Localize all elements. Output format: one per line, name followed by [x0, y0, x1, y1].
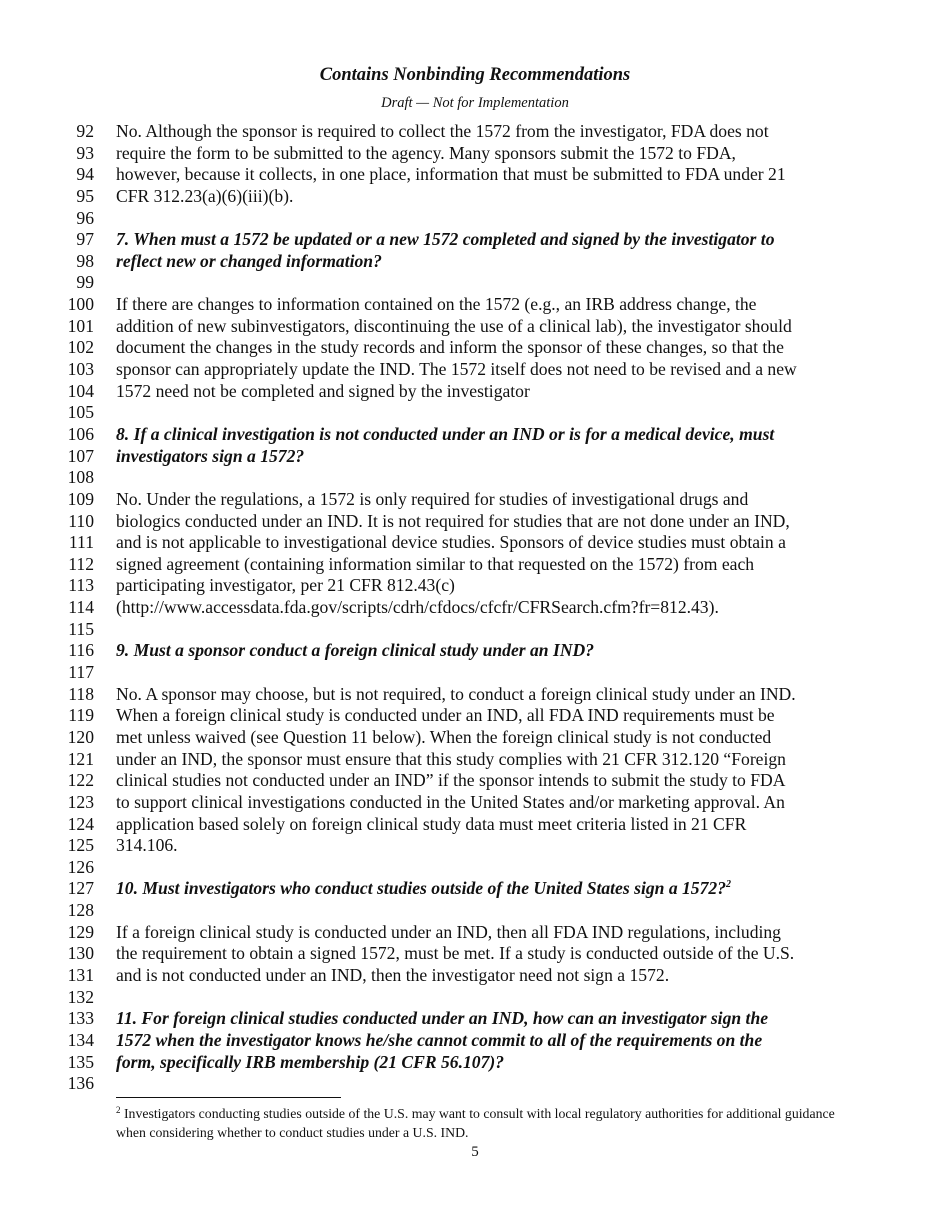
line-text — [116, 1030, 762, 1052]
text-line — [0, 987, 950, 1009]
line-text-content: document the changes in the study records and inform the sponsor of these changes, so that the — [116, 337, 784, 358]
line-number: 111 — [68, 532, 94, 553]
line-number: 119 — [68, 705, 94, 726]
line-text-content: and is not conducted under an IND, then the investigator need not sign a 1572. — [116, 964, 670, 985]
line-text-content: No. Under the regulations, a 1572 is only required for studies of investigational drugs and — [116, 488, 749, 509]
footnote-marker: 2 — [116, 1105, 121, 1115]
footnote-divider — [116, 1097, 341, 1098]
numbered-text-body — [0, 121, 950, 1095]
line-text — [116, 489, 748, 511]
text-line — [0, 208, 950, 230]
text-line — [0, 164, 950, 186]
text-line — [0, 532, 950, 554]
line-text-content: addition of new subinvestigators, discontinuing the use of a clinical lab), the investigator should — [116, 315, 792, 336]
line-number: 112 — [68, 553, 94, 574]
line-number: 108 — [67, 467, 94, 488]
line-number: 105 — [67, 402, 94, 423]
text-line — [0, 337, 950, 359]
text-line — [0, 294, 950, 316]
line-text — [116, 1008, 768, 1030]
line-text — [116, 792, 785, 814]
line-text-content: participating investigator, per 21 CFR 812.43(c) — [116, 575, 455, 596]
line-number: 113 — [68, 575, 94, 596]
text-line — [0, 705, 950, 727]
line-text — [116, 143, 736, 165]
line-text — [116, 532, 786, 554]
line-number: 130 — [67, 943, 94, 964]
line-number: 94 — [76, 164, 94, 185]
line-text-content: If there are changes to information contained on the 1572 (e.g., an IRB address change, the — [116, 294, 757, 315]
text-line — [0, 619, 950, 641]
line-number: 93 — [76, 142, 94, 163]
line-text-content: however, because it collects, in one place, information that must be submitted to FDA under 21 — [116, 164, 786, 185]
line-number: 136 — [67, 1073, 94, 1094]
line-text — [116, 294, 756, 316]
line-text-content: under an IND, the sponsor must ensure that this study complies with 21 CFR 312.120 “Foreign — [116, 748, 786, 769]
line-text — [116, 835, 178, 857]
line-text-content: If a foreign clinical study is conducted under an IND, then all FDA IND regulations, including — [116, 921, 781, 942]
question-line — [0, 251, 950, 273]
text-line — [0, 943, 950, 965]
line-text-content: When a foreign clinical study is conducted under an IND, all FDA IND requirements must be — [116, 705, 775, 726]
line-text-content: 8. If a clinical investigation is not conducted under an IND or is for a medical device, must — [116, 423, 775, 444]
line-text-content: 7. When must a 1572 be updated or a new 1572 completed and signed by the investigator to — [116, 229, 775, 250]
text-line — [0, 770, 950, 792]
line-text — [116, 186, 293, 208]
footnote-reference: 2 — [726, 879, 731, 891]
line-number: 103 — [67, 359, 94, 380]
page-number: 5 — [471, 1144, 479, 1160]
line-text — [116, 229, 775, 251]
line-text — [116, 424, 774, 446]
line-text — [116, 943, 794, 965]
line-text-content: clinical studies not conducted under an IND” if the sponsor intends to submit the study to FDA — [116, 770, 786, 791]
line-text — [116, 511, 790, 533]
line-text — [116, 251, 382, 273]
footnote — [116, 1104, 836, 1142]
line-number: 107 — [67, 445, 94, 466]
question-line — [0, 229, 950, 251]
line-number: 120 — [67, 726, 94, 747]
line-text — [116, 446, 304, 468]
line-number: 129 — [67, 921, 94, 942]
line-text-content: to support clinical investigations conducted in the United States and/or marketing approval. An — [116, 791, 785, 812]
line-number: 117 — [68, 662, 94, 683]
text-line — [0, 186, 950, 208]
document-header-title: Contains Nonbinding Recommendations — [319, 65, 631, 85]
text-line — [0, 511, 950, 533]
line-text-content: 11. For foreign clinical studies conducted under an IND, how can an investigator sign the — [116, 1008, 769, 1029]
question-line — [0, 1008, 950, 1030]
line-text — [116, 640, 594, 662]
line-text — [116, 705, 775, 727]
text-line — [0, 121, 950, 143]
line-text — [116, 878, 731, 900]
line-text — [116, 381, 530, 403]
line-number: 110 — [68, 510, 94, 531]
text-line — [0, 922, 950, 944]
text-line — [0, 381, 950, 403]
line-text-content: met unless waived (see Question 11 below). When the foreign clinical study is not conducted — [116, 726, 772, 747]
line-text-content: and is not applicable to investigational device studies. Sponsors of device studies must obtain a — [116, 532, 786, 553]
line-text — [116, 359, 797, 381]
text-line — [0, 489, 950, 511]
line-text — [116, 597, 719, 619]
line-number: 114 — [68, 597, 94, 618]
line-number: 126 — [67, 856, 94, 877]
line-text — [116, 554, 754, 576]
text-line — [0, 467, 950, 489]
line-number: 133 — [67, 1008, 94, 1029]
line-number: 116 — [68, 640, 94, 661]
line-number: 135 — [67, 1051, 94, 1072]
line-text — [116, 575, 455, 597]
line-text-content: signed agreement (containing information similar to that requested on the 1572) from each — [116, 553, 755, 574]
line-text — [116, 164, 786, 186]
line-text — [116, 965, 669, 987]
text-line — [0, 965, 950, 987]
line-number: 122 — [67, 770, 94, 791]
line-number: 92 — [76, 121, 94, 141]
document-header-subtitle: Draft — Not for Implementation — [381, 95, 569, 111]
line-text — [116, 727, 771, 749]
line-number: 118 — [68, 683, 94, 704]
line-text-content: 9. Must a sponsor conduct a foreign clinical study under an IND? — [116, 640, 595, 661]
question-line — [0, 446, 950, 468]
line-number: 106 — [67, 423, 94, 444]
question-line — [0, 424, 950, 446]
line-text — [116, 1052, 504, 1074]
line-number: 96 — [76, 207, 94, 228]
text-line — [0, 749, 950, 771]
line-number: 132 — [67, 986, 94, 1007]
line-number: 104 — [67, 380, 94, 401]
line-text-content: form, specifically IRB membership (21 CFR 56.107)? — [116, 1051, 505, 1072]
question-line — [0, 878, 950, 900]
line-text-content: the requirement to obtain a signed 1572, must be met. If a study is conducted outside of the U.S. — [116, 943, 795, 964]
line-number: 109 — [67, 488, 94, 509]
text-line — [0, 900, 950, 922]
text-line — [0, 575, 950, 597]
line-number: 131 — [67, 964, 94, 985]
line-text-content: 10. Must investigators who conduct studies outside of the United States sign a 1572? — [116, 878, 726, 899]
line-text-content: 1572 need not be completed and signed by the investigator — [116, 380, 530, 401]
text-line — [0, 662, 950, 684]
line-text-content: biologics conducted under an IND. It is not required for studies that are not done under an IND, — [116, 510, 790, 531]
line-number: 95 — [76, 185, 94, 206]
line-text — [116, 316, 792, 338]
line-text-content: require the form to be submitted to the agency. Many sponsors submit the 1572 to FDA, — [116, 142, 736, 163]
question-line — [0, 1052, 950, 1074]
line-text-content: application based solely on foreign clinical study data must meet criteria listed in 21 CFR — [116, 813, 747, 834]
text-line — [0, 835, 950, 857]
line-number: 127 — [67, 878, 94, 899]
text-line — [0, 597, 950, 619]
line-number: 100 — [67, 294, 94, 315]
line-text-content: No. Although the sponsor is required to collect the 1572 from the investigator, FDA does not — [116, 121, 769, 141]
footnote-text: Investigators conducting studies outside of the U.S. may want to consult with local regulatory authorities for additional guidance when considering whether to conduct studies under a U.S. IND. — [116, 1106, 835, 1140]
line-text-content: investigators sign a 1572? — [116, 445, 305, 466]
text-line — [0, 359, 950, 381]
text-line — [0, 402, 950, 424]
text-line — [0, 272, 950, 294]
question-line — [0, 1030, 950, 1052]
text-line — [0, 684, 950, 706]
line-text — [116, 684, 796, 706]
line-text — [116, 121, 769, 143]
line-number: 123 — [67, 791, 94, 812]
line-number: 125 — [67, 835, 94, 856]
text-line — [0, 792, 950, 814]
line-text-content: (http://www.accessdata.fda.gov/scripts/cdrh/cfdocs/cfcfr/CFRSearch.cfm?fr=812.43). — [116, 597, 719, 618]
line-text — [116, 749, 786, 771]
line-text-content: sponsor can appropriately update the IND. The 1572 itself does not need to be revised and a new — [116, 359, 797, 380]
line-text — [116, 814, 746, 836]
text-line — [0, 814, 950, 836]
line-number: 121 — [67, 748, 94, 769]
line-text — [116, 770, 785, 792]
text-line — [0, 143, 950, 165]
line-number: 128 — [67, 900, 94, 921]
line-number: 97 — [76, 229, 94, 250]
line-text-content: 314.106. — [116, 835, 178, 856]
line-number: 124 — [67, 813, 94, 834]
line-text-content: 1572 when the investigator knows he/she cannot commit to all of the requirements on the — [116, 1029, 763, 1050]
text-line — [0, 316, 950, 338]
line-text — [116, 337, 784, 359]
text-line — [0, 1073, 950, 1095]
line-number: 115 — [68, 618, 94, 639]
line-text-content: reflect new or changed information? — [116, 250, 382, 271]
line-text-content: CFR 312.23(a)(6)(iii)(b). — [116, 185, 294, 206]
question-line — [0, 640, 950, 662]
line-number: 134 — [67, 1029, 94, 1050]
line-number: 102 — [67, 337, 94, 358]
line-text-content: No. A sponsor may choose, but is not required, to conduct a foreign clinical study under an IND. — [116, 683, 796, 704]
line-number: 99 — [76, 272, 94, 293]
line-number: 98 — [76, 250, 94, 271]
text-line — [0, 857, 950, 879]
line-number: 101 — [67, 315, 94, 336]
text-line — [0, 554, 950, 576]
text-line — [0, 727, 950, 749]
line-text — [116, 922, 781, 944]
